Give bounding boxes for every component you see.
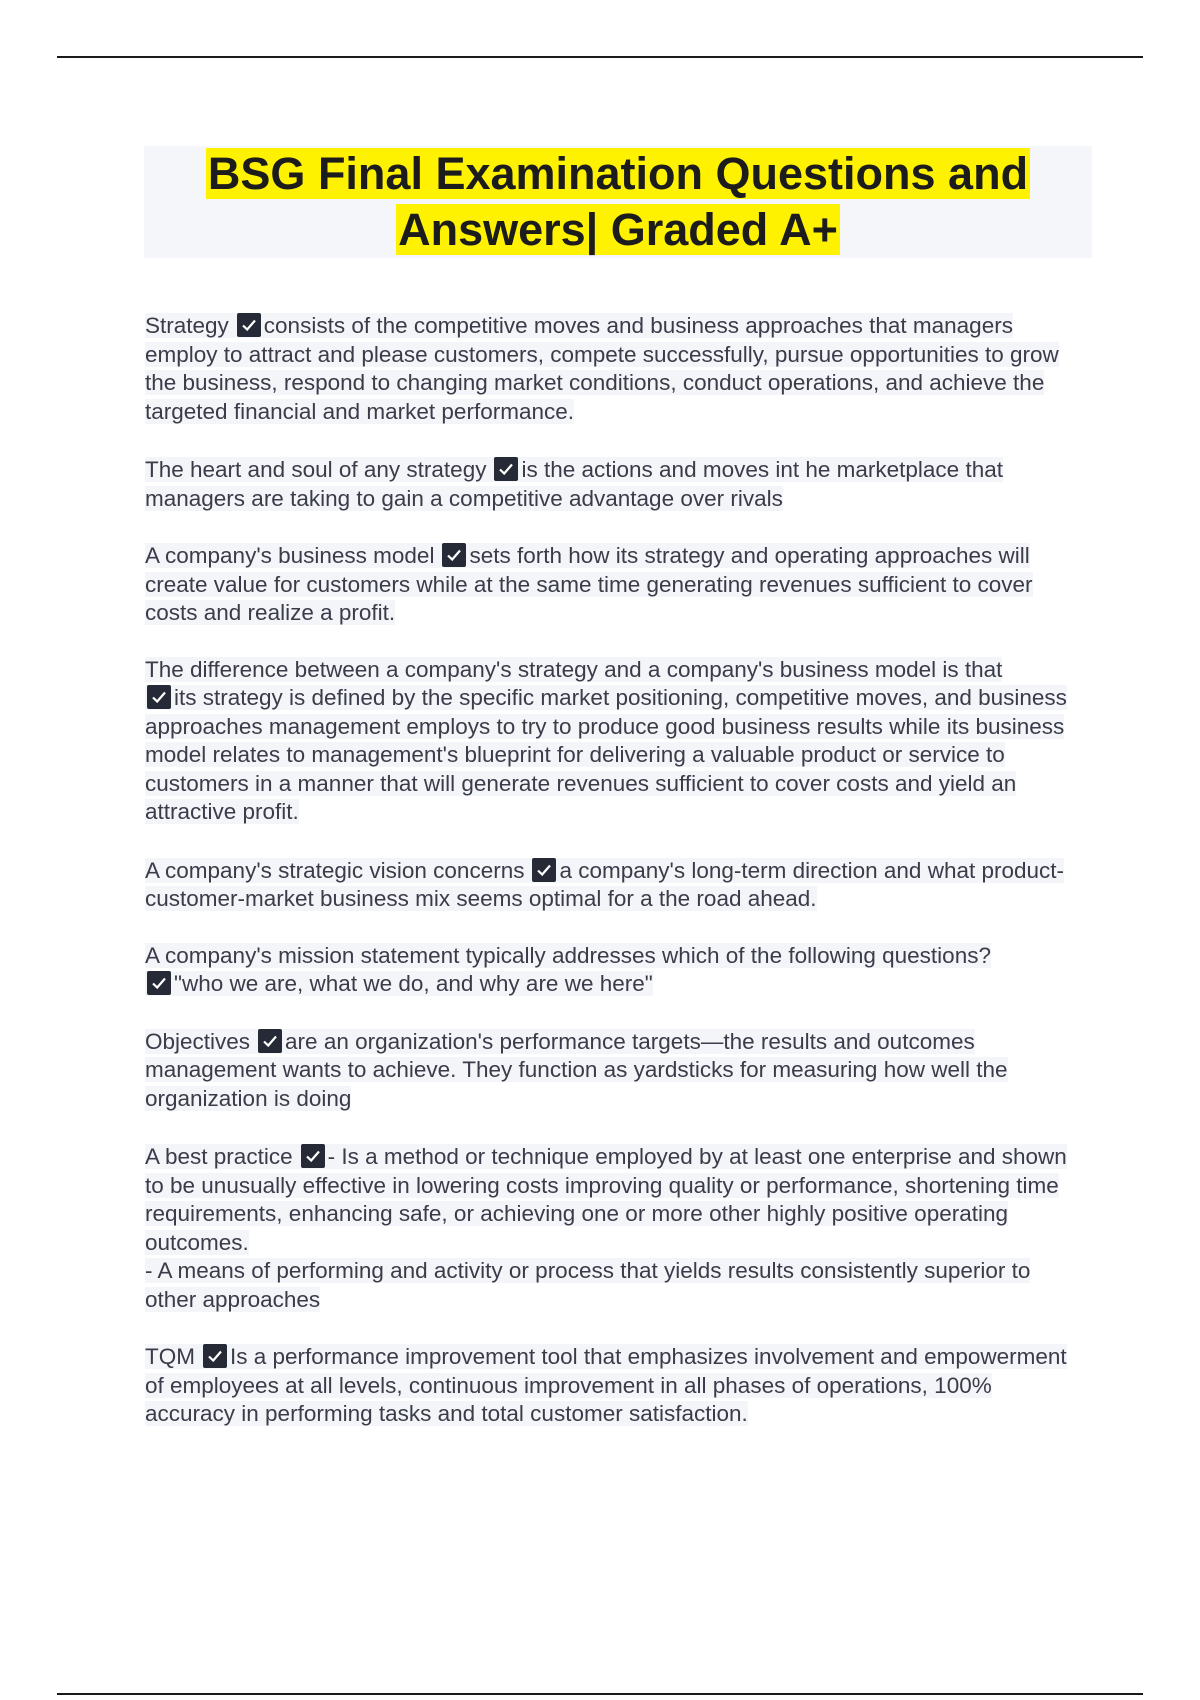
qa-item [145, 656, 1085, 827]
title-line-2: Answers| Graded A+ [398, 204, 838, 255]
qa-term: The heart and soul of any strategy [145, 457, 487, 482]
qa-term: Objectives [145, 1028, 251, 1054]
qa-answer: a company's long-term direction and what product-customer-market business mix seems optimal for a the road ahead. [145, 857, 1065, 911]
checkmark-icon [532, 858, 556, 882]
qa-answer: Is a performance improvement tool that emphasizes involvement and empowerment of employees at all levels, continuous improvement in all phases of operations, 100% accuracy in performing tasks and total customer satisfaction. [145, 1344, 1067, 1426]
checkmark-icon [494, 457, 518, 481]
title-band [144, 146, 1092, 258]
qa-term: A best practice [145, 1144, 293, 1169]
top-rule [57, 56, 1143, 58]
qa-item [145, 1143, 1085, 1314]
qa-item [145, 542, 1085, 628]
bottom-rule [57, 1693, 1143, 1695]
checkmark-icon [237, 313, 261, 337]
qa-item [145, 1028, 1085, 1114]
qa-answer: its strategy is defined by the specific market positioning, competitive moves, and business approaches management employs to try to produce good business results while its business model relates to management's blueprint for delivering a valuable product or service to customers in a manner that will generate revenues sufficient to cover costs and yield an attractive profit. [145, 685, 1067, 824]
qa-term: Strategy [145, 313, 229, 338]
qa-term: A company's strategic vision concerns [145, 857, 525, 883]
qa-answer-continuation: - A means of performing and activity or process that yields results consistently superior to other approaches [145, 1258, 1031, 1312]
qa-item [145, 312, 1085, 426]
checkmark-icon [258, 1029, 282, 1053]
checkmark-icon [147, 971, 171, 995]
qa-list [145, 312, 1085, 1457]
qa-answer: consists of the competitive moves and business approaches that managers employ to attract and please customers, compete successfully, pursue opportunities to grow the business, respond to changing market conditions, conduct operations, and achieve the targeted financial and market performance. [145, 313, 1059, 424]
qa-item [145, 456, 1085, 513]
checkmark-icon [147, 685, 171, 709]
qa-answer: - Is a method or technique employed by at least one enterprise and shown to be unusually effective in lowering costs improving quality or performance, shortening time requirements, enhancing safe, or achieving one or more other highly positive operating outcomes. [145, 1144, 1067, 1255]
qa-term: The difference between a company's strategy and a company's business model is that [145, 656, 1003, 682]
qa-answer: "who we are, what we do, and why are we here" [174, 971, 653, 996]
qa-item [145, 1343, 1085, 1429]
qa-answer: is the actions and moves int he marketplace that managers are taking to gain a competitive advantage over rivals [145, 457, 1003, 511]
qa-item [145, 857, 1085, 914]
qa-term: TQM [145, 1344, 195, 1369]
qa-answer: are an organization's performance targets—the results and outcomes management wants to achieve. They function as yardsticks for measuring how well the organization is doing [145, 1028, 1008, 1111]
qa-answer: sets forth how its strategy and operating approaches will create value for customers while at the same time generating revenues sufficient to cover costs and realize a profit. [145, 543, 1033, 625]
checkmark-icon [301, 1144, 325, 1168]
document-title [144, 146, 1092, 258]
qa-term: A company's business model [145, 543, 435, 568]
qa-item [145, 942, 1085, 999]
title-line-1: BSG Final Examination Questions and [207, 148, 1029, 199]
qa-term: A company's mission statement typically addresses which of the following questions? [145, 942, 991, 968]
checkmark-icon [442, 543, 466, 567]
checkmark-icon [203, 1344, 227, 1368]
